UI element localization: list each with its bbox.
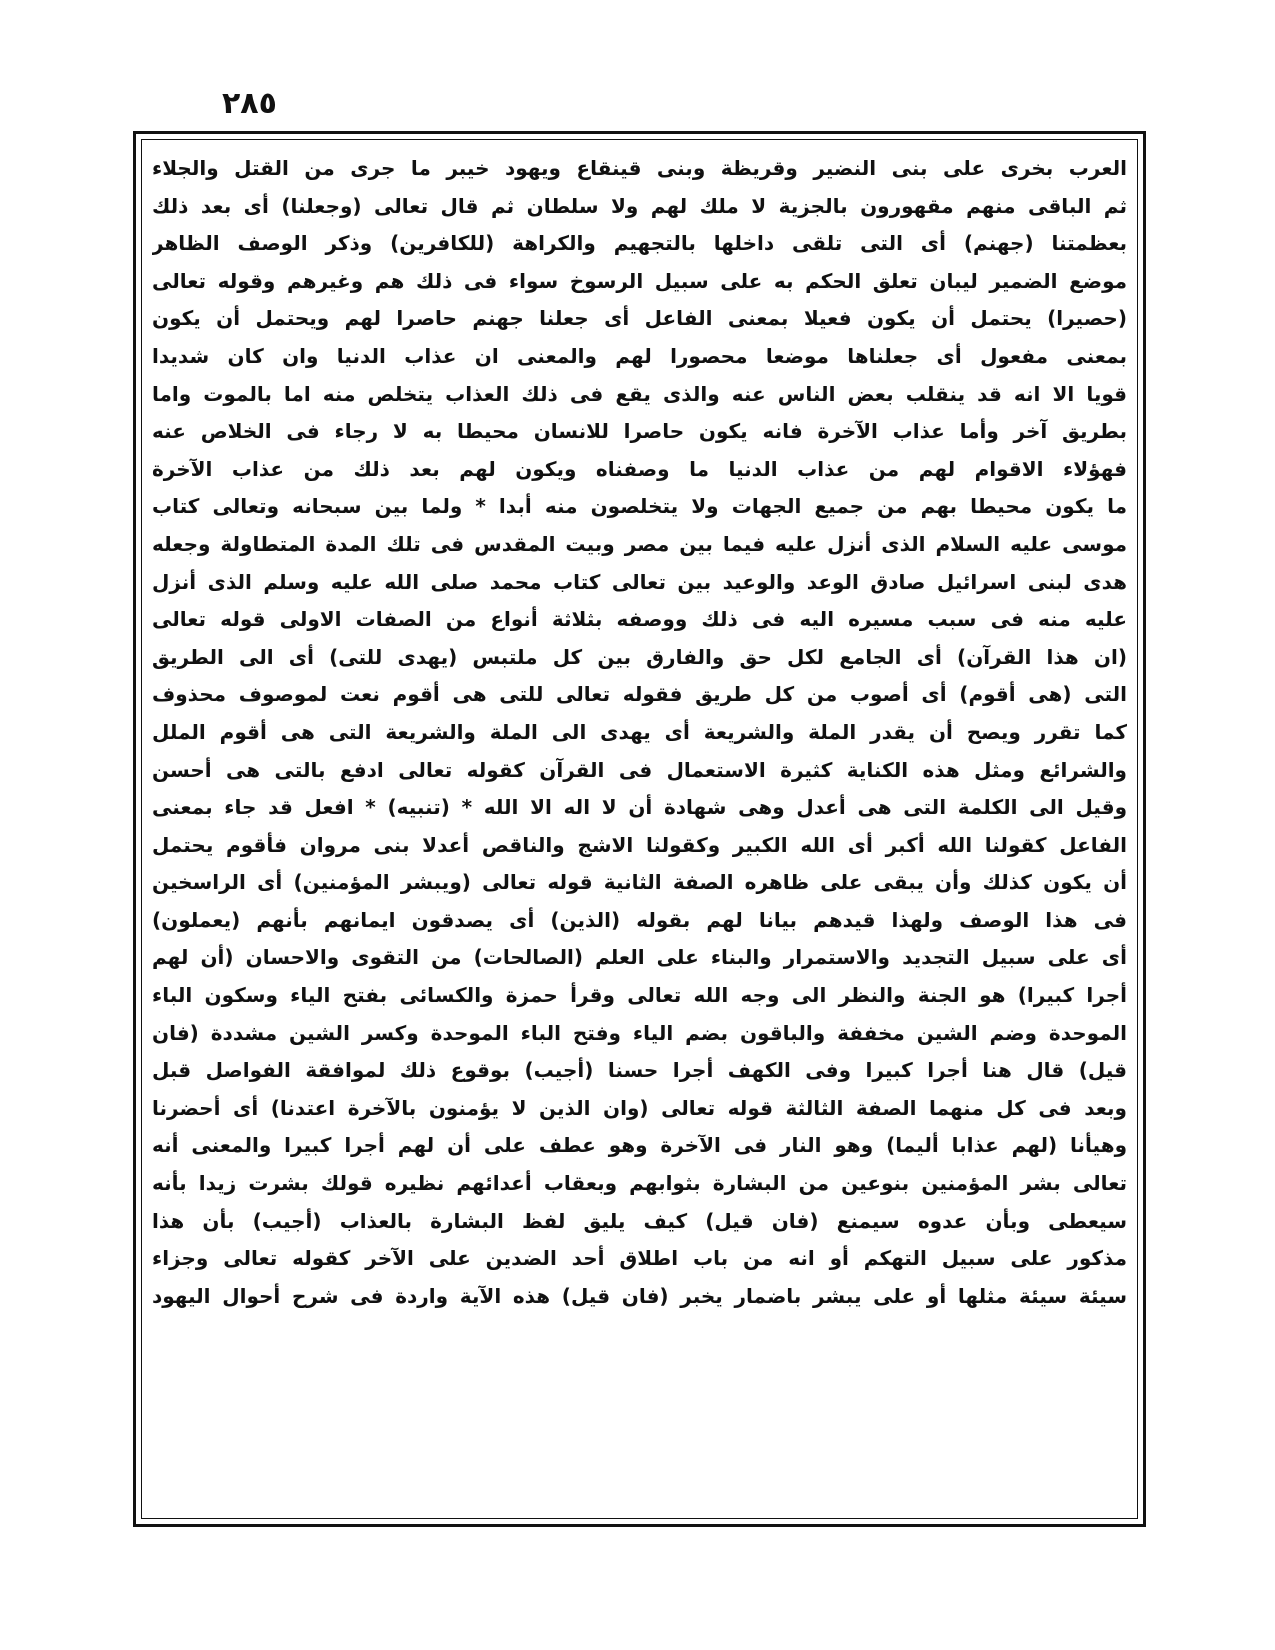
text-line: عليه منه فى سبب مسيره اليه فى ذلك ووصفه بثلاثة أنواع من الصفات الاولى قوله تعالى: [152, 607, 1127, 632]
text-line: الفاعل كقولنا الله أكبر أى الله الكبير وكقولنا الاشج والناقص أعدلا بنى مروان فأقوم يحتمل: [152, 832, 1127, 857]
text-line: سيئة سيئة مثلها أو على يبشر باضمار يخبر (فان قيل) هذه الآية واردة فى شرح أحوال اليهود: [152, 1283, 1127, 1308]
text-line: العرب بخرى على بنى النضير وقريظة وبنى قينقاع ويهود خيبر ما جرى من القتل والجلاء: [152, 156, 1127, 180]
text-line: قيل) قال هنا أجرا كبيرا وفى الكهف أجرا حسنا (أجيب) بوقوع ذلك لموافقة الفواصل قبل: [152, 1058, 1127, 1083]
text-line: [152, 1315, 1127, 1353]
text-line: وقيل الى الكلمة التى هى أعدل وهى شهادة أن لا اله الا الله * (تنبيه) * افعل قد جاء بمعنى: [152, 795, 1127, 820]
text-line: قويا الا انه قد ينقلب بعض الناس عنه والذى يقع فى ذلك العذاب يتخلص منه اما بالموت واما: [152, 381, 1127, 406]
text-line: (ان هذا القرآن) أى الجامع لكل حق والفارق بين كل ملتبس (يهدى للتى) أى الى الطريق: [152, 644, 1127, 669]
text-line: سيعطى وبأن عدوه سيمنع (فان قيل) كيف يليق لفظ البشارة بالعذاب (أجيب) بأن هذا: [152, 1208, 1127, 1233]
text-line: ما يكون محيطا بهم من جميع الجهات ولا يتخلصون منه أبدا * ولما بين سبحانه وتعالى كتاب: [152, 494, 1127, 519]
text-line: التى (هى أقوم) أى أصوب من كل طريق فقوله تعالى للتى هى أقوم نعت لموصوف محذوف: [152, 682, 1127, 707]
main-text-block: [152, 150, 1127, 1508]
text-line: بطريق آخر وأما عذاب الآخرة فانه يكون حاصرا للانسان محيطا به لا رجاء فى الخلاص عنه: [152, 419, 1127, 444]
text-line: ثم الباقى منهم مقهورون بالجزية لا ملك لهم ولا سلطان ثم قال تعالى (وجعلنا) أى بعد ذلك: [152, 193, 1127, 218]
text-line: مذكور على سبيل التهكم أو انه من باب اطلاق أحد الضدين على الآخر كقوله تعالى وجزاء: [152, 1246, 1127, 1271]
text-line: وبعد فى كل منهما الصفة الثالثة قوله تعالى (وان الذين لا يؤمنون بالآخرة اعتدنا) أى أحضرنا: [152, 1095, 1127, 1120]
text-line: أجرا كبيرا) هو الجنة والنظر الى وجه الله تعالى وقرأ حمزة والكسائى بفتح الياء وسكون الباء: [152, 983, 1127, 1008]
text-line: أن يكون كذلك وأن يبقى على ظاهره الصفة الثانية قوله تعالى (ويبشر المؤمنين) أى الراسخين: [152, 870, 1127, 895]
text-line: وهيأنا (لهم عذابا أليما) وهو النار فى الآخرة وهو عطف على أن لهم أجرا كبيرا والمعنى أنه: [152, 1133, 1127, 1158]
text-line: (حصيرا) يحتمل أن يكون فعيلا بمعنى الفاعل أى جعلنا جهنم حاصرا لهم ويحتمل أن يكون: [152, 306, 1127, 331]
text-line: فهؤلاء الاقوام لهم من عذاب الدنيا ما وصفناه ويكون لهم بعد ذلك من عذاب الآخرة: [152, 456, 1127, 481]
text-line: تعالى بشر المؤمنين بنوعين من البشارة بثوابهم وبعقاب أعدائهم نظيره قولك بشرت زيدا بأنه: [152, 1171, 1127, 1196]
page-number: ٢٨٥: [222, 86, 277, 121]
text-line: هدى لبنى اسرائيل صادق الوعد والوعيد بين تعالى كتاب محمد صلى الله عليه وسلم الذى أنزل: [152, 569, 1127, 594]
text-line: أى على سبيل التجديد والاستمرار والبناء على العلم (الصالحات) من التقوى والاحسان (أن لهم: [152, 945, 1127, 970]
text-line: فى هذا الوصف ولهذا قيدهم بيانا لهم بقوله (الذين) أى يصدقون ايمانهم بأنهم (يعملون): [152, 907, 1127, 932]
text-line: موسى عليه السلام الذى أنزل عليه فيما بين مصر وبيت المقدس فى تلك المدة المتطاولة وجعله: [152, 531, 1127, 556]
text-line: بمعنى مفعول أى جعلناها موضعا محصورا لهم والمعنى ان عذاب الدنيا وان كان شديدا: [152, 343, 1127, 368]
text-line: موضع الضمير ليبان تعلق الحكم به على سبيل الرسوخ سواء فى ذلك هم وغيرهم وقوله تعالى: [152, 268, 1127, 293]
text-line: كما تقرر ويصح أن يقدر الملة والشريعة أى يهدى الى الملة والشريعة التى هى أقوم الملل: [152, 719, 1127, 744]
text-line: بعظمتنا (جهنم) أى التى تلقى داخلها بالتجهيم والكراهة (للكافرين) وذكر الوصف الظاهر: [152, 231, 1127, 256]
text-line: الموحدة وضم الشين مخففة والباقون بضم الياء وفتح الباء الموحدة وكسر الشين مشددة (فان: [152, 1020, 1127, 1045]
text-line: والشرائع ومثل هذه الكناية كثيرة الاستعمال فى القرآن كقوله تعالى ادفع بالتى هى أحسن: [152, 757, 1127, 782]
